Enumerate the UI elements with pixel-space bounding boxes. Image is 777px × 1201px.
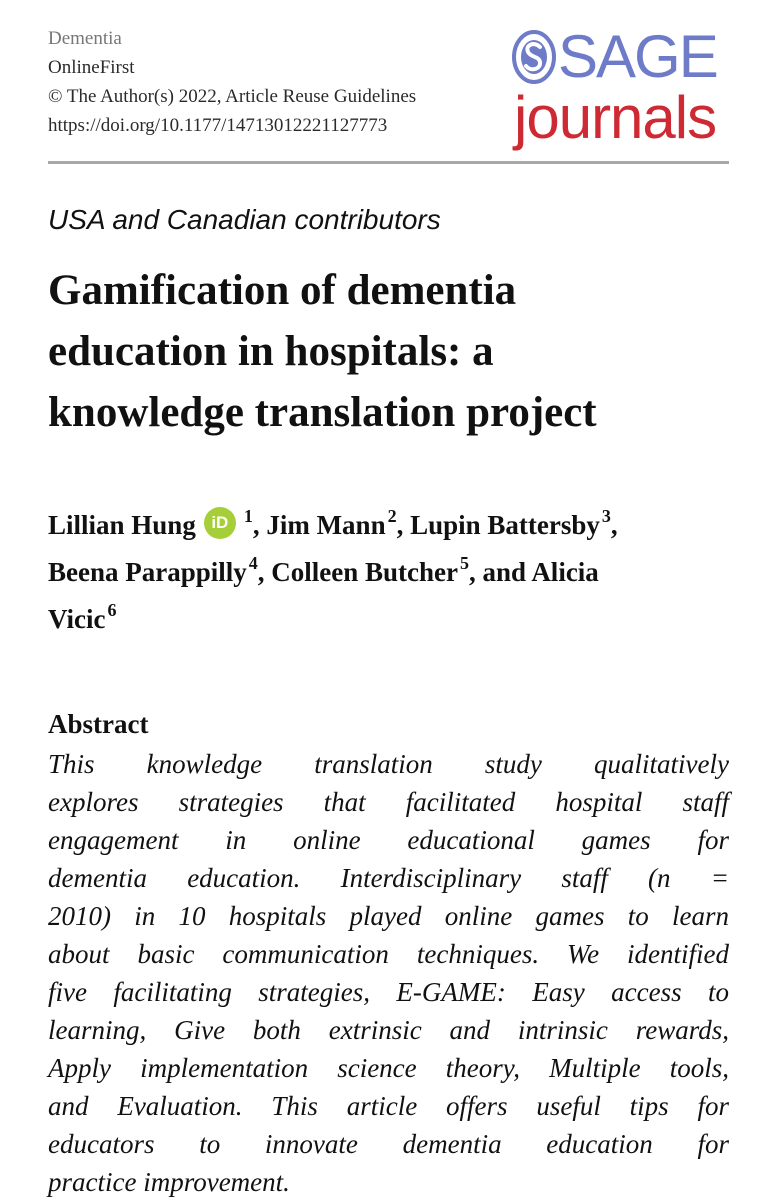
author-name-first[interactable]: Alicia <box>531 557 599 587</box>
header-divider <box>48 161 729 164</box>
abstract-line: Apply implementation science theory, Multiple tools, <box>48 1053 729 1083</box>
sage-journals-logo[interactable] <box>512 23 730 151</box>
author-list <box>48 502 738 643</box>
abstract-line: engagement in online educational games for <box>48 825 729 855</box>
journal-name[interactable]: Dementia <box>48 28 122 49</box>
author-affiliation[interactable]: 3 <box>601 506 611 526</box>
author-name[interactable]: Jim Mann <box>266 510 386 540</box>
abstract-line: and Evaluation. This article offers useful tips for <box>48 1091 729 1121</box>
author-name[interactable]: Lupin Battersby <box>410 510 600 540</box>
title-line: Gamification of dementia <box>48 267 517 314</box>
author-name-last[interactable]: Vicic <box>48 604 106 634</box>
author-line: Lillian Hung iD $^1$, Jim Mann $^2$, Lupin Battersby $^3$, <box>48 506 618 540</box>
author-affiliation[interactable]: 4 <box>248 553 258 573</box>
author-affiliation[interactable]: 2 <box>387 506 397 526</box>
author-name[interactable]: Beena Parappilly <box>48 557 247 587</box>
author-line: Beena Parappilly $^4$, Colleen Butcher $^5$, and Alicia <box>48 553 599 587</box>
author-affiliation[interactable]: 1 <box>243 506 253 526</box>
abstract-line: explores strategies that facilitated hospital staff <box>48 787 729 817</box>
author-affiliation[interactable]: 6 <box>107 600 117 620</box>
abstract-line: practice improvement. <box>48 1167 290 1197</box>
abstract-heading: Abstract <box>48 709 149 739</box>
publication-status: OnlineFirst <box>48 57 135 78</box>
article-category: USA and Canadian contributors <box>48 204 441 235</box>
author-name[interactable]: Lillian Hung <box>48 510 196 540</box>
doi-link[interactable]: https://doi.org/10.1177/14713012221127773 <box>48 115 388 136</box>
orcid-icon[interactable]: iD <box>204 507 236 539</box>
logo-sage-text: SAGE <box>558 23 717 90</box>
abstract-text <box>48 745 729 1201</box>
abstract-line: five facilitating strategies, E-GAME: Easy access to <box>48 977 729 1007</box>
logo-journals-text: journals <box>514 84 717 151</box>
abstract-line: about basic communication techniques. We identified <box>48 939 729 969</box>
article-meta <box>48 24 416 140</box>
abstract-line: educators to innovate dementia education for <box>48 1129 729 1159</box>
article-title <box>48 260 738 443</box>
abstract-line: learning, Give both extrinsic and intrinsic rewards, <box>48 1015 729 1045</box>
author-line <box>48 596 738 643</box>
author-conjunction: and <box>482 557 527 587</box>
author-affiliation[interactable]: 5 <box>460 553 469 573</box>
abstract-line: This knowledge translation study qualitatively <box>48 749 729 779</box>
abstract-line: dementia education. Interdisciplinary staff (n = <box>48 863 729 893</box>
logo-top-row <box>512 23 717 90</box>
title-line: education in hospitals: a <box>48 328 494 375</box>
copyright-link[interactable]: © The Author(s) 2022, Article Reuse Guidelines <box>48 86 417 107</box>
sage-emblem-icon <box>512 30 556 84</box>
author-name[interactable]: Colleen Butcher <box>271 557 458 587</box>
abstract-line: 2010) in 10 hospitals played online games to learn <box>48 901 729 931</box>
title-line: knowledge translation project <box>48 389 597 436</box>
